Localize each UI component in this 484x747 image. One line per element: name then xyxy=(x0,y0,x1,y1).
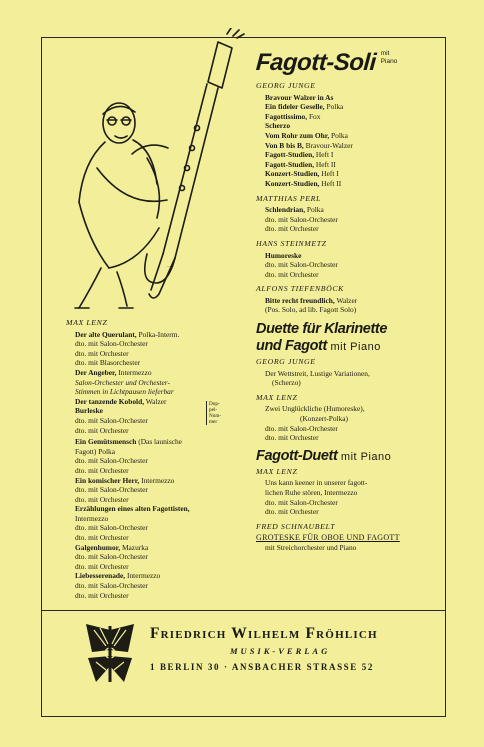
list-item: dto. mit Orchester xyxy=(75,465,129,475)
work-title: Fagott-Studien, xyxy=(265,150,315,160)
work-genre: Mazurka xyxy=(120,542,149,552)
footer-divider xyxy=(41,610,446,611)
list-item: dto. mit Orchester xyxy=(75,590,129,600)
work-genre: Intermezzo xyxy=(125,571,161,581)
list-item xyxy=(256,102,441,112)
work-title: Von B bis B, xyxy=(265,140,304,150)
work-genre: Heft II xyxy=(319,178,342,188)
work-genre: Polka-Interm. xyxy=(136,329,180,339)
list-item: dto. mit Orchester xyxy=(265,269,319,279)
publisher-logo xyxy=(82,622,138,686)
work-title: Ein fideler Geselle, xyxy=(265,102,325,112)
list-item xyxy=(256,150,441,160)
work-genre: Polka xyxy=(324,102,344,112)
list-item: dto. mit Salon-Orchester xyxy=(75,485,148,495)
duett-heading-suffix: mit Piano xyxy=(337,450,392,463)
double-note-line: pel- xyxy=(209,406,218,413)
list-item xyxy=(256,141,441,151)
list-item: (Pos. Solo, ad lib. Fagott Solo) xyxy=(265,305,357,315)
work-genre: Walzer xyxy=(334,295,358,305)
list-item xyxy=(256,205,441,215)
composer-name: MATTHIAS PERL xyxy=(256,193,321,203)
duette-heading-line2: und Fagott xyxy=(256,338,327,355)
work-title: Bravour Walzer in As xyxy=(265,92,334,102)
work-title: Konzert-Studien, xyxy=(265,169,320,179)
list-item: dto. mit Orchester xyxy=(265,433,319,443)
work-title: Der alte Querulant, xyxy=(75,329,137,339)
list-item: dto. mit Orchester xyxy=(75,533,129,543)
composer-name: FRED SCHNAUBELT xyxy=(256,521,336,531)
work-genre: Bravour-Walzer xyxy=(303,140,353,150)
work-title: Scherzo xyxy=(265,121,291,131)
svg-text:~~~: ~~~ xyxy=(167,264,175,269)
list-item: dto. mit Orchester xyxy=(265,224,319,234)
work-title: Fagott-Studien, xyxy=(265,159,315,169)
duette-heading-line1: Duette für Klarinette xyxy=(256,321,387,338)
work-genre: Walzer xyxy=(144,396,167,406)
list-item: dto. mit Salon-Orchester xyxy=(75,552,148,562)
list-item: lichen Ruhe stören, Intermezzo xyxy=(265,488,358,497)
list-item: Fagott) Polka xyxy=(75,446,116,456)
list-item: Salon-Orchester und Orchester- xyxy=(75,377,170,387)
work-genre: Heft I xyxy=(314,150,334,160)
list-item: Humoreske xyxy=(265,250,302,260)
list-item: dto. mit Salon-Orchester xyxy=(265,423,338,433)
list-item: dto. mit Orchester xyxy=(75,348,129,358)
junge-solo-list xyxy=(256,93,441,189)
composer-name: GEORG JUNGE xyxy=(256,357,316,367)
work-title: Der tanzende Kobold, xyxy=(75,396,145,406)
list-item xyxy=(256,112,441,122)
title-suffix xyxy=(381,50,398,65)
bassoonist-illustration xyxy=(55,28,255,313)
list-item xyxy=(256,121,441,131)
duette-heading-suffix: mit Piano xyxy=(326,341,381,354)
list-item: Erzählungen eines alten Fagottisten, xyxy=(75,504,190,514)
list-item: GROTESKE FÜR OBOE UND FAGOTT xyxy=(256,533,400,543)
duett-heading xyxy=(256,448,441,466)
composer-name: ALFONS TIEFENBÖCK xyxy=(256,284,344,294)
title-suffix-piano: Piano xyxy=(380,57,398,65)
double-note-line: Num- xyxy=(209,412,222,419)
list-item: dto. mit Orchester xyxy=(265,507,319,517)
list-item: dto. mit Salon-Orchester xyxy=(75,339,148,349)
publisher-block xyxy=(150,625,420,672)
composer-name: MAX LENZ xyxy=(66,318,108,327)
list-item xyxy=(256,131,441,141)
list-item xyxy=(256,160,441,170)
work-genre: Heft II xyxy=(314,159,336,169)
list-item: Der Wettstreit, Lustige Variationen, xyxy=(265,368,370,378)
list-item: Intermezzo xyxy=(75,513,109,523)
list-item xyxy=(256,93,441,103)
duett-heading-title: Fagott-Duett xyxy=(256,447,338,464)
work-genre: Fox xyxy=(307,111,321,121)
work-genre: Heft I xyxy=(319,169,339,179)
list-item: (Scherzo) xyxy=(272,378,301,388)
list-item: Uns kann keener in unserer fagott- xyxy=(265,478,368,488)
list-item: dto. mit Salon-Orchester xyxy=(265,497,338,507)
work-title: Ein komischer Herr, xyxy=(75,475,140,485)
list-item: (Konzert-Polka) xyxy=(300,414,349,424)
list-item xyxy=(66,543,271,553)
work-genre: Intermezzo xyxy=(139,475,175,485)
work-genre: Intermezzo xyxy=(116,367,152,377)
work-genre: (Das launische xyxy=(136,437,182,447)
work-title: Bitte recht freundlich, xyxy=(265,295,335,305)
composer-name: GEORG JUNGE xyxy=(256,81,316,90)
list-item xyxy=(256,296,441,306)
fagott-soli-title: Fagott-Soli xyxy=(255,49,377,76)
list-item: Burleske xyxy=(75,406,103,416)
work-title: Galgenhumor, xyxy=(75,542,121,552)
list-item xyxy=(256,179,441,189)
composer-name: MAX LENZ xyxy=(256,466,298,476)
work-title: Fagottissimo, xyxy=(265,111,308,121)
list-item: mit Streichorchester und Piano xyxy=(265,542,357,552)
list-item xyxy=(66,571,271,581)
list-item xyxy=(66,368,271,378)
work-title: Der Angeber, xyxy=(75,367,117,377)
publisher-name: Friedrich Wilhelm Fröhlich xyxy=(150,625,378,642)
double-number-note xyxy=(206,401,221,425)
title-suffix-mit: mit xyxy=(380,50,390,57)
list-item xyxy=(256,169,441,179)
list-item xyxy=(66,330,271,340)
work-title: Ein Gemütsmensch xyxy=(75,437,137,447)
list-item xyxy=(66,476,271,486)
double-note-line: Dop- xyxy=(209,400,220,407)
list-item: dto. mit Salon-Orchester xyxy=(75,456,148,466)
list-item: dto. mit Blasorchester xyxy=(75,358,141,368)
double-number-group xyxy=(66,397,271,435)
list-item: dto. mit Orchester xyxy=(75,494,129,504)
work-title: Schlendrian, xyxy=(265,205,306,215)
list-item: dto. mit Salon-Orchester xyxy=(75,523,148,533)
work-title: Konzert-Studien, xyxy=(265,178,320,188)
list-item: dto. mit Salon-Orchester xyxy=(75,415,148,425)
publisher-address: 1 BERLIN 30 · ANSBACHER STRASSE 52 xyxy=(150,662,374,672)
composer-name: MAX LENZ xyxy=(256,392,298,402)
list-item: dto. mit Salon-Orchester xyxy=(75,581,148,591)
list-item: dto. mit Orchester xyxy=(75,425,129,435)
list-item: Zwei Unglückliche (Humoreske), xyxy=(265,404,365,414)
work-title: Liebesserenade, xyxy=(75,571,126,581)
work-genre: Polka xyxy=(305,205,324,215)
duette-heading xyxy=(256,321,441,356)
list-item: dto. mit Salon-Orchester xyxy=(265,260,338,270)
work-genre: Polka xyxy=(329,130,348,140)
right-column xyxy=(256,50,441,553)
list-item xyxy=(66,397,271,407)
list-item: dto. mit Salon-Orchester xyxy=(265,214,338,224)
publisher-subtitle: MUSIK-VERLAG xyxy=(230,646,331,656)
work-title: Vom Rohr zum Ohr, xyxy=(265,130,330,140)
composer-name: HANS STEINMETZ xyxy=(256,238,327,248)
list-item: dto. mit Orchester xyxy=(75,561,129,571)
left-column xyxy=(66,318,271,600)
double-note-line: mer xyxy=(209,418,218,425)
list-item: Stimmen in Lichtpausen lieferbar xyxy=(75,387,174,397)
list-item xyxy=(66,437,271,447)
